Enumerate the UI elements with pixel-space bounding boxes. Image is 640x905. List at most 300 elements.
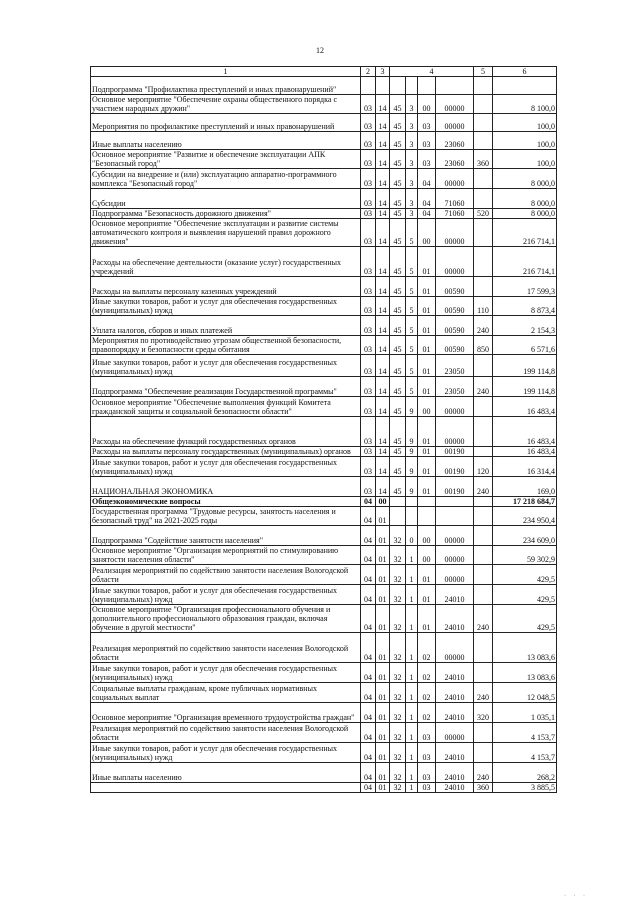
cell-sum: 199 114,8 (493, 355, 557, 377)
cell-name: Иные закупки товаров, работ и услуг для обеспечения государственных (муниципальных) нужд (91, 663, 361, 683)
cell-p: 45 (390, 219, 406, 247)
table-row (91, 377, 557, 397)
cell-d: 23050 (436, 355, 474, 377)
cell-d: 00590 (436, 277, 474, 297)
cell-s: 5 (406, 219, 418, 247)
cell-vr (474, 277, 493, 297)
table-row (91, 77, 557, 95)
cell-m (418, 507, 436, 526)
cell-p: 45 (390, 336, 406, 355)
cell-sum: 16 314,4 (493, 457, 557, 477)
cell-c3: 14 (376, 219, 390, 247)
cell-vr: 850 (474, 336, 493, 355)
table-row (91, 703, 557, 723)
column-header: 1 (91, 67, 361, 77)
cell-sum: 2 154,3 (493, 316, 557, 336)
cell-c2: 04 (361, 565, 376, 585)
table-row (91, 457, 557, 477)
cell-name: Уплата налогов, сборов и иных платежей (91, 316, 361, 336)
cell-s: 3 (406, 209, 418, 219)
cell-s: 3 (406, 114, 418, 132)
cell-c2: 04 (361, 633, 376, 663)
cell-p: 45 (390, 277, 406, 297)
cell-c2: 03 (361, 447, 376, 457)
cell-p: 32 (390, 546, 406, 565)
cell-s: 9 (406, 447, 418, 457)
cell-m: 01 (418, 297, 436, 316)
budget-table (90, 66, 557, 793)
cell-sum: 17 218 684,7 (493, 497, 557, 507)
cell-c3: 14 (376, 150, 390, 169)
cell-d: 00000 (436, 95, 474, 114)
table-row (91, 417, 557, 447)
table-row (91, 526, 557, 546)
cell-p: 45 (390, 477, 406, 497)
cell-s: 5 (406, 377, 418, 397)
cell-s: 5 (406, 316, 418, 336)
cell-c3: 14 (376, 114, 390, 132)
cell-vr (474, 663, 493, 683)
cell-vr (474, 417, 493, 447)
cell-c3: 01 (376, 743, 390, 763)
cell-vr: 110 (474, 297, 493, 316)
cell-s: 5 (406, 355, 418, 377)
cell-c3: 14 (376, 189, 390, 209)
cell-m: 01 (418, 457, 436, 477)
cell-name: Расходы на обеспечение функций государственных органов (91, 417, 361, 447)
cell-d: 00190 (436, 477, 474, 497)
cell-name: Основное мероприятие "Организация профессионального обучения и дополнительного профессионального образования граждан, включая обучение в другой местности" (91, 605, 361, 633)
cell-d: 00000 (436, 633, 474, 663)
cell-p: 45 (390, 169, 406, 189)
cell-sum: 100,0 (493, 132, 557, 150)
cell-vr: 240 (474, 683, 493, 703)
cell-s: 3 (406, 95, 418, 114)
cell-name: Общеэкономические вопросы (91, 497, 361, 507)
cell-name: Иные закупки товаров, работ и услуг для обеспечения государственных (муниципальных) нужд (91, 585, 361, 605)
cell-m: 02 (418, 703, 436, 723)
cell-m: 00 (418, 526, 436, 546)
cell-name: Субсидии (91, 189, 361, 209)
cell-sum: 6 571,6 (493, 336, 557, 355)
cell-name: Подпрограмма "Содействие занятости населения" (91, 526, 361, 546)
cell-s: 1 (406, 585, 418, 605)
cell-m: 01 (418, 565, 436, 585)
cell-m: 03 (418, 743, 436, 763)
cell-m: 01 (418, 417, 436, 447)
cell-c3: 01 (376, 783, 390, 793)
cell-vr (474, 507, 493, 526)
table-row (91, 297, 557, 316)
cell-p (390, 77, 406, 95)
cell-vr (474, 526, 493, 546)
cell-d: 00000 (436, 546, 474, 565)
cell-d: 00190 (436, 457, 474, 477)
cell-vr (474, 723, 493, 743)
cell-name: Мероприятия по противодействию угрозам общественной безопасности, правопорядку и безопасности среды обитания (91, 336, 361, 355)
table-row (91, 633, 557, 663)
cell-m: 01 (418, 316, 436, 336)
cell-d: 00590 (436, 316, 474, 336)
table-row (91, 114, 557, 132)
table-row (91, 316, 557, 336)
cell-s: 3 (406, 132, 418, 150)
cell-m: 02 (418, 683, 436, 703)
cell-vr (474, 546, 493, 565)
page-number: 12 (316, 46, 324, 55)
cell-name: Основное мероприятие "Обеспечение охраны общественного порядка с участием народных дружин" (91, 95, 361, 114)
cell-sum: 429,5 (493, 585, 557, 605)
cell-p: 45 (390, 132, 406, 150)
cell-p: 45 (390, 209, 406, 219)
cell-vr (474, 95, 493, 114)
cell-name: Социальные выплаты гражданам, кроме публичных нормативных социальных выплат (91, 683, 361, 703)
cell-m: 03 (418, 723, 436, 743)
cell-c3: 14 (376, 247, 390, 277)
cell-m: 04 (418, 189, 436, 209)
cell-c3: 01 (376, 605, 390, 633)
cell-c3: 01 (376, 526, 390, 546)
cell-m: 01 (418, 477, 436, 497)
cell-vr (474, 247, 493, 277)
cell-vr: 320 (474, 703, 493, 723)
cell-vr (474, 189, 493, 209)
cell-s: 1 (406, 565, 418, 585)
cell-d: 00000 (436, 114, 474, 132)
cell-name: Иные выплаты населению (91, 132, 361, 150)
cell-c2: 04 (361, 526, 376, 546)
cell-c3: 01 (376, 507, 390, 526)
cell-c2: 03 (361, 219, 376, 247)
cell-d: 00000 (436, 169, 474, 189)
cell-d (436, 77, 474, 95)
table-row (91, 397, 557, 417)
cell-c2: 03 (361, 316, 376, 336)
cell-s: 1 (406, 703, 418, 723)
cell-name: Иные закупки товаров, работ и услуг для обеспечения государственных (муниципальных) нужд (91, 457, 361, 477)
cell-s (406, 507, 418, 526)
cell-vr: 520 (474, 209, 493, 219)
cell-s: 1 (406, 743, 418, 763)
cell-sum: 8 873,4 (493, 297, 557, 316)
cell-c3: 14 (376, 447, 390, 457)
cell-m: 03 (418, 150, 436, 169)
cell-c3: 14 (376, 457, 390, 477)
cell-p: 45 (390, 377, 406, 397)
cell-name: Иные закупки товаров, работ и услуг для обеспечения государственных (муниципальных) нужд (91, 297, 361, 316)
cell-m: 01 (418, 247, 436, 277)
cell-p: 45 (390, 189, 406, 209)
cell-c2: 03 (361, 397, 376, 417)
table-row (91, 447, 557, 457)
table-row (91, 150, 557, 169)
cell-sum: 17 599,3 (493, 277, 557, 297)
cell-sum: 8 100,0 (493, 95, 557, 114)
cell-name: Реализация мероприятий по содействию занятости населения Вологодской области (91, 633, 361, 663)
cell-m: 00 (418, 219, 436, 247)
cell-c2: 04 (361, 783, 376, 793)
cell-name: Иные закупки товаров, работ и услуг для обеспечения государственных (муниципальных) нужд (91, 743, 361, 763)
cell-c3: 14 (376, 355, 390, 377)
cell-d: 71060 (436, 209, 474, 219)
cell-c2: 03 (361, 477, 376, 497)
table-row (91, 565, 557, 585)
cell-m: 03 (418, 763, 436, 783)
cell-m: 02 (418, 663, 436, 683)
cell-m: 01 (418, 605, 436, 633)
cell-sum: 13 083,6 (493, 633, 557, 663)
cell-c3: 14 (376, 377, 390, 397)
cell-d (436, 497, 474, 507)
cell-s: 1 (406, 683, 418, 703)
cell-p: 32 (390, 763, 406, 783)
cell-c3: 14 (376, 397, 390, 417)
cell-c2: 04 (361, 763, 376, 783)
cell-m: 00 (418, 95, 436, 114)
table-row (91, 336, 557, 355)
table-row (91, 783, 557, 793)
cell-sum: 199 114,8 (493, 377, 557, 397)
cell-d: 00000 (436, 723, 474, 743)
cell-p: 45 (390, 316, 406, 336)
cell-name: Иные выплаты населению (91, 763, 361, 783)
cell-p: 32 (390, 683, 406, 703)
cell-c3: 14 (376, 477, 390, 497)
cell-name: Основное мероприятие "Развитие и обеспечение эксплуатации АПК "Безопасный город" (91, 150, 361, 169)
cell-c3: 01 (376, 703, 390, 723)
table-row (91, 683, 557, 703)
column-header: 5 (474, 67, 493, 77)
cell-c2: 03 (361, 417, 376, 447)
cell-d: 71060 (436, 189, 474, 209)
cell-s: 5 (406, 247, 418, 277)
cell-d: 00000 (436, 247, 474, 277)
cell-m: 04 (418, 169, 436, 189)
cell-s: 3 (406, 189, 418, 209)
cell-d: 24010 (436, 763, 474, 783)
cell-c2: 03 (361, 457, 376, 477)
cell-p: 45 (390, 355, 406, 377)
cell-c2: 03 (361, 336, 376, 355)
cell-c2: 03 (361, 95, 376, 114)
cell-m: 01 (418, 336, 436, 355)
cell-d: 24010 (436, 585, 474, 605)
table-row (91, 546, 557, 565)
cell-name: Основное мероприятие "Обеспечение выполнения функций Комитета гражданской защиты и социальной безопасности области" (91, 397, 361, 417)
cell-s: 9 (406, 397, 418, 417)
column-header: 6 (493, 67, 557, 77)
cell-p: 32 (390, 585, 406, 605)
cell-c3: 14 (376, 169, 390, 189)
cell-m: 01 (418, 377, 436, 397)
cell-c2: 04 (361, 585, 376, 605)
cell-sum: 1 035,1 (493, 703, 557, 723)
cell-vr (474, 77, 493, 95)
cell-p: 45 (390, 247, 406, 277)
cell-s: 1 (406, 783, 418, 793)
cell-c2: 03 (361, 189, 376, 209)
cell-name: Иные закупки товаров, работ и услуг для обеспечения государственных (муниципальных) нужд (91, 355, 361, 377)
table-row (91, 763, 557, 783)
cell-d (436, 507, 474, 526)
cell-d: 00000 (436, 565, 474, 585)
cell-p: 45 (390, 95, 406, 114)
cell-sum: 3 885,5 (493, 783, 557, 793)
cell-s: 1 (406, 605, 418, 633)
cell-name (91, 783, 361, 793)
cell-d: 00000 (436, 219, 474, 247)
cell-c2: 03 (361, 169, 376, 189)
cell-c2 (361, 77, 376, 95)
cell-sum: 8 000,0 (493, 189, 557, 209)
cell-sum: 16 483,4 (493, 417, 557, 447)
cell-c3: 14 (376, 297, 390, 316)
column-header: 2 (361, 67, 376, 77)
table-row (91, 209, 557, 219)
cell-c2: 03 (361, 247, 376, 277)
table-row (91, 355, 557, 377)
cell-vr: 360 (474, 783, 493, 793)
cell-c2: 03 (361, 209, 376, 219)
cell-vr (474, 219, 493, 247)
cell-p: 45 (390, 150, 406, 169)
cell-name: Мероприятия по профилактике преступлений и иных правонарушений (91, 114, 361, 132)
cell-c3: 01 (376, 663, 390, 683)
cell-s: 3 (406, 150, 418, 169)
cell-vr (474, 497, 493, 507)
table-row (91, 585, 557, 605)
cell-c2: 04 (361, 507, 376, 526)
cell-d: 23050 (436, 377, 474, 397)
cell-m: 02 (418, 633, 436, 663)
cell-s: 5 (406, 277, 418, 297)
cell-d: 24010 (436, 783, 474, 793)
cell-name: Расходы на выплаты персоналу государственных (муниципальных) органов (91, 447, 361, 457)
cell-sum: 16 483,4 (493, 397, 557, 417)
cell-c3: 01 (376, 565, 390, 585)
cell-c2: 04 (361, 663, 376, 683)
cell-name: Подпрограмма "Профилактика преступлений и иных правонарушений" (91, 77, 361, 95)
cell-s: 3 (406, 169, 418, 189)
cell-s: 9 (406, 417, 418, 447)
cell-sum: 234 609,0 (493, 526, 557, 546)
cell-d: 00000 (436, 417, 474, 447)
cell-sum: 59 302,9 (493, 546, 557, 565)
cell-sum: 4 153,7 (493, 743, 557, 763)
cell-c3: 00 (376, 497, 390, 507)
cell-s (406, 497, 418, 507)
table-row (91, 219, 557, 247)
cell-m: 01 (418, 585, 436, 605)
cell-vr (474, 355, 493, 377)
cell-sum (493, 77, 557, 95)
cell-s: 9 (406, 477, 418, 497)
cell-name: Субсидии на внедрение и (или) эксплуатацию аппаратно-программного комплекса "Безопасный город" (91, 169, 361, 189)
cell-vr: 240 (474, 763, 493, 783)
cell-m: 03 (418, 783, 436, 793)
cell-c3: 01 (376, 546, 390, 565)
cell-d: 23060 (436, 132, 474, 150)
cell-c2: 03 (361, 297, 376, 316)
cell-m: 04 (418, 209, 436, 219)
cell-d: 23060 (436, 150, 474, 169)
cell-c2: 04 (361, 497, 376, 507)
cell-sum: 8 000,0 (493, 209, 557, 219)
cell-vr: 240 (474, 477, 493, 497)
cell-s: 1 (406, 663, 418, 683)
cell-p: 45 (390, 114, 406, 132)
table-row (91, 277, 557, 297)
cell-name: Основное мероприятие "Обеспечение эксплуатации и развитие системы автоматического контроля и выявления нарушений правил дорожного движения" (91, 219, 361, 247)
cell-c3: 14 (376, 277, 390, 297)
cell-vr (474, 114, 493, 132)
cell-p: 32 (390, 663, 406, 683)
cell-c3: 14 (376, 316, 390, 336)
column-header: 4 (390, 67, 474, 77)
cell-s (406, 77, 418, 95)
cell-c2: 04 (361, 683, 376, 703)
cell-c2: 03 (361, 114, 376, 132)
cell-name: Расходы на выплаты персоналу казенных учреждений (91, 277, 361, 297)
cell-c3: 14 (376, 95, 390, 114)
cell-name: Государственная программа "Трудовые ресурсы, занятость населения и безопасный труд" на 2021-2025 годы (91, 507, 361, 526)
cell-p: 32 (390, 605, 406, 633)
table-row (91, 247, 557, 277)
cell-s: 0 (406, 526, 418, 546)
cell-m: 03 (418, 114, 436, 132)
table-row (91, 132, 557, 150)
cell-s: 5 (406, 297, 418, 316)
cell-m: 01 (418, 277, 436, 297)
cell-c2: 03 (361, 277, 376, 297)
cell-c3: 01 (376, 683, 390, 703)
cell-p (390, 507, 406, 526)
cell-c2: 04 (361, 743, 376, 763)
cell-c3 (376, 77, 390, 95)
cell-c2: 04 (361, 723, 376, 743)
cell-p: 45 (390, 447, 406, 457)
cell-m (418, 497, 436, 507)
cell-m: 00 (418, 397, 436, 417)
cell-name: Подпрограмма "Обеспечение реализации Государственной программы" (91, 377, 361, 397)
cell-p: 45 (390, 457, 406, 477)
cell-d: 24010 (436, 683, 474, 703)
cell-m: 01 (418, 355, 436, 377)
cell-c2: 04 (361, 605, 376, 633)
cell-name: НАЦИОНАЛЬНАЯ ЭКОНОМИКА (91, 477, 361, 497)
cell-m: 01 (418, 447, 436, 457)
cell-vr (474, 397, 493, 417)
cell-sum: 100,0 (493, 114, 557, 132)
cell-name: Основное мероприятие "Организация временного трудоустройства граждан" (91, 703, 361, 723)
cell-p: 32 (390, 633, 406, 663)
cell-vr: 120 (474, 457, 493, 477)
cell-c3: 01 (376, 633, 390, 663)
cell-p: 32 (390, 526, 406, 546)
cell-sum: 234 950,4 (493, 507, 557, 526)
cell-d: 24010 (436, 663, 474, 683)
table-row (91, 507, 557, 526)
table-row (91, 477, 557, 497)
cell-p (390, 497, 406, 507)
table-row (91, 169, 557, 189)
cell-sum: 8 000,0 (493, 169, 557, 189)
table-row (91, 743, 557, 763)
cell-c2: 04 (361, 546, 376, 565)
cell-s: 5 (406, 336, 418, 355)
cell-vr: 240 (474, 316, 493, 336)
cell-name: Реализация мероприятий по содействию занятости населения Вологодской области (91, 723, 361, 743)
